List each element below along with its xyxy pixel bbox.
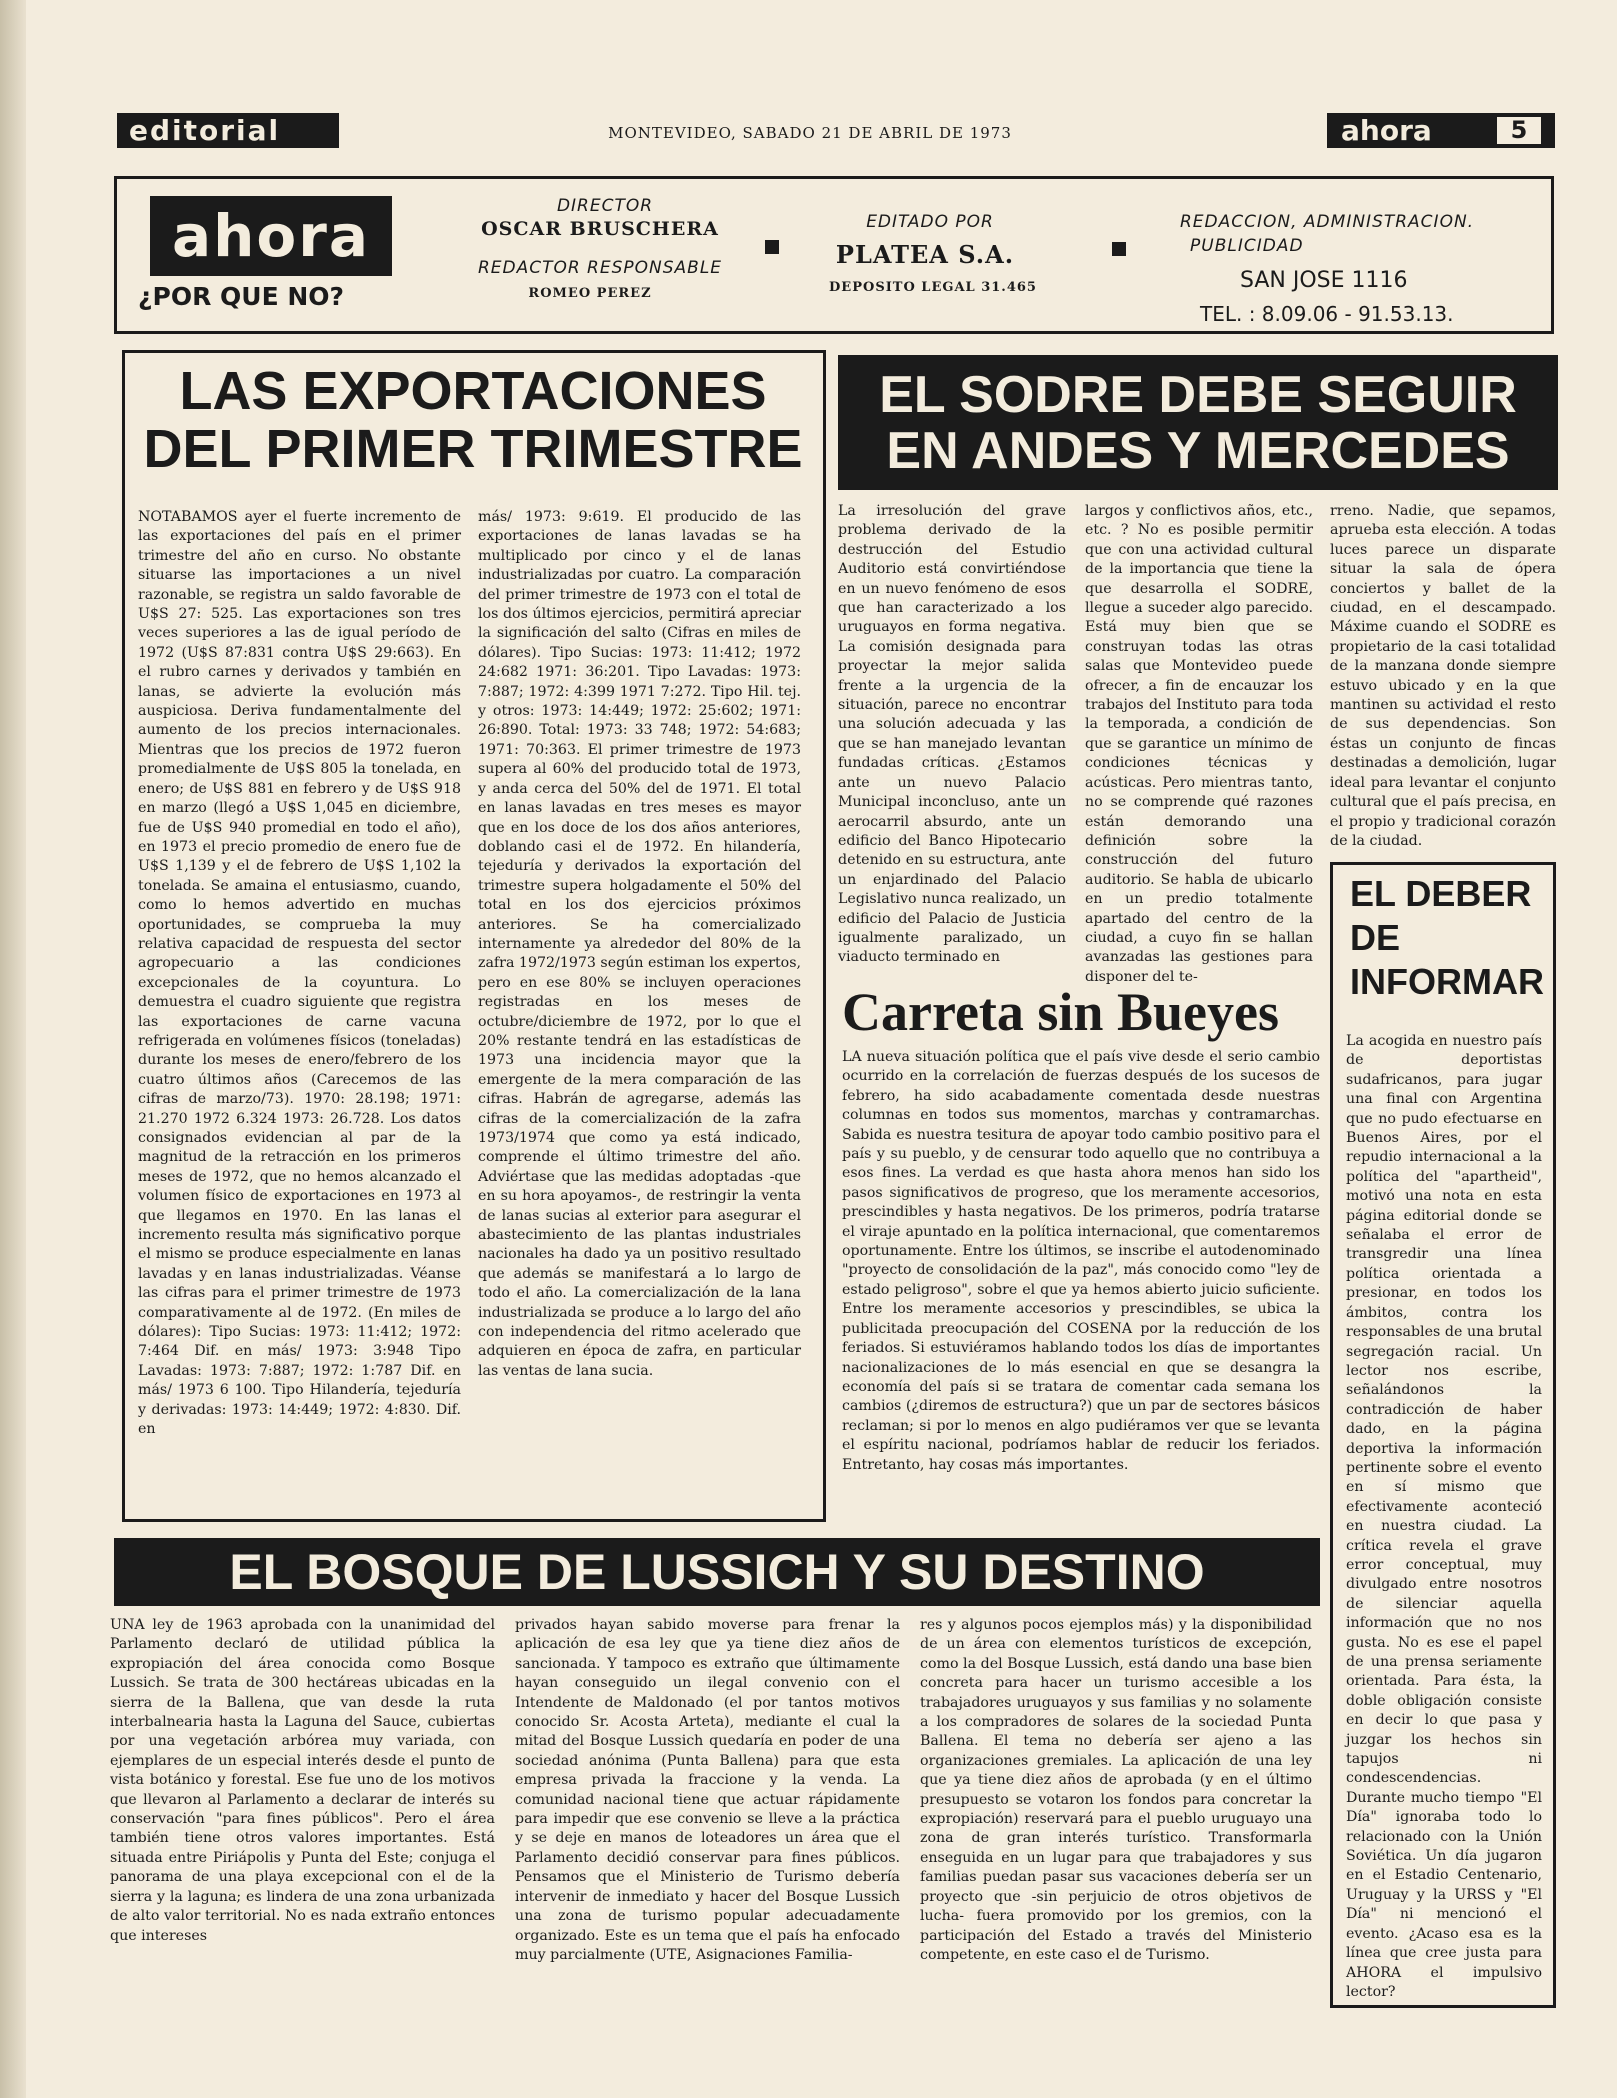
- lussich-col2-text: privados hayan sabido moverse para frenar la aplicación de esa ley que ya tiene diez años de sancionada. Y tampoco es extraño que últimamente hayan conseguido un ilegal convenio con el Intendente de Maldonado (el por tantos motivos conocido Sr. Acosta Arteta), mediante el cual la mitad del Bosque Lussich quedaría en poder de una sociedad anónima (Punta Ballena) para que esta empresa privada la fraccione y la venda. La comunidad nacional tiene que actuar rápidamente para impedir que ese convenio se lleve a la práctica y se deje en manos de loteadores un área que el Parlamento decidió conservar para fines públicos. Pensamos que el Ministerio de Turismo debería intervenir de inmediato y hacer del Bosque Lussich una zona de turismo popular adecuadamente organizado. Este es un tema que el país ha enfocado muy parcialmente (UTE, Asignaciones Familia-: [515, 1617, 900, 1963]
- carreta-body: [842, 1048, 1320, 1520]
- lussich-col1-text: UNA ley de 1963 aprobada con la unanimidad del Parlamento declaró de utilidad pública la expropiación del área conocida como Bosque Lussich. Se trata de 300 hectáreas ubicadas en la sierra de la Ballena, que van desde la ruta interbalnearia hasta la Laguna del Sauce, cubiertas por una vegetación arbórea muy variada, con ejemplares de un especial interés desde el punto de vista botánico y forestal. Ese fue uno de los motivos que llevaron al Parlamento a declarar de interés su conservación "para fines públicos". Pero el área también tiene otros valores importantes. Está situada entre Piriápolis y Punta del Este; conjuga el panorama de una playa excepcional con el de la sierra y la laguna; es lindera de una zona urbanizada de alto valor territorial. No es nada extraño entonces que intereses: [110, 1617, 495, 1944]
- deber-title-line-2: DE: [1350, 917, 1401, 958]
- page-number: 5: [1497, 117, 1541, 144]
- exports-headline: LAS EXPORTACIONES DEL PRIMER TRIMESTRE: [143, 361, 803, 480]
- exports-column-2: [478, 508, 801, 1513]
- director-label: DIRECTOR: [556, 196, 654, 216]
- separator-square: [765, 240, 779, 254]
- lussich-column-1: [110, 1616, 495, 2008]
- exports-column-1: [138, 508, 461, 1513]
- paper-name-tag: [1327, 113, 1555, 148]
- section-label: editorial: [117, 113, 339, 148]
- lussich-col3-text: res y algunos pocos ejemplos más) y la disponibilidad de un área con elementos turísticos de excepción, como la del Bosque Lussich, está dando una base bien concreta para hacer un turismo accesible a los trabajadores uruguayos y sus familias y no solamente a los compradores de solares de la sociedad Punta Ballena. El tema no debería ser ajeno a las organizaciones gremiales. La aplicación de una ley que ya tiene diez años de aprobada (y en el último presupuesto se votaron los fondos para concretar la expropiación) reservará para el pueblo uruguayo una zona de gran interés turístico. Transformarla enseguida en un lugar para que trabajadores y sus familias puedan pasar sus vacaciones debería ser un proyecto que -sin perjuicio de otros objetivos de lucha- fuera promovido por los gremios, con la participación del Estado a través del Ministerio competente, en este caso el de Turismo.: [920, 1617, 1312, 1963]
- separator-square: [1112, 242, 1126, 256]
- sodre-column-2: [1085, 502, 1313, 985]
- exports-col1-text: NOTABAMOS ayer el fuerte incremento de las exportaciones del país en el primer trimestre del año en curso. No obstante situarse las importaciones a un nivel razonable, se registra un saldo favorable de U$S 27: 525. Las exportaciones son tres veces superiores a las de igual período de 1972 (U$S 87:831 contra U$S 29:663). En el rubro carnes y derivados y también en lanas, se advierte la evolución más auspiciosa. Deriva fundamentalmente del aumento de los precios internacionales. Mientras que los precios de 1972 fueron promedialmente de U$S 805 la tonelada, en enero; de U$S 881 en febrero y de U$S 918 en marzo (llegó a U$S 1,045 en diciembre, fue de U$S 940 promedial en todo el año), en 1973 el precio promedio de enero fue de U$S 1,139 y el de febrero de U$S 1,102 la tonelada. Se amaina el entusiasmo, cuando, como lo hemos advertido en muchas oportunidades, se comprueba la muy relativa capacidad de respuesta del sector agropecuario a las condiciones excepcionales de la coyuntura. Lo demuestra el cuadro siguiente que registra las exportaciones de carne vacuna refrigerada en volúmenes físicos (toneladas) durante los meses de enero/febrero de los cuatro últimos años (Carecemos de las cifras de marzo/73). 1970: 28.198; 1971: 21.270 1972 6.324 1973: 26.728. Los datos consignados evidencian al par de la magnitud de la retracción en los primeros meses de 1972, que no hemos alcanzado el volumen físico de exportaciones en 1973 al que llegamos en 1970. En las lanas el incremento resulta más significativo porque el mismo se produce especialmente en lanas lavadas y en lanas industrializadas. Véanse las cifras para el primer trimestre de 1973 comparativamente al de 1972. (En miles de dólares): Tipo Sucias: 1973: 11:412; 1972: 7:464 Dif. en más/ 1973: 3:948 Tipo Lavadas: 1973: 7:887; 1972: 1:787 Dif. en más/ 1973 6 100. Tipo Hilandería, tejeduría y derivadas: 1973: 14:449; 1972: 4:830. Dif. en: [138, 509, 461, 1438]
- address: SAN JOSE 1116: [1240, 268, 1408, 293]
- redactor-name: ROMEO PEREZ: [528, 286, 652, 301]
- carreta-text: LA nueva situación política que el país vive desde el serio cambio ocurrido en la correlación de fuerzas después de los sucesos de febrero, ha sido acabadamente comentada desde nuestras columnas en todos sus momentos, marchas y contramarchas. Sabida es nuestra tesitura de apoyar todo cambio positivo para el país y su pueblo, y de censurar todo aquello que no contribuya a esos fines. La verdad es que hasta ahora menos han sido los pasos significativos de progreso, que los meramente accesorios, prescindibles y hasta negativos. De los primeros, podría tratarse el viraje apuntado en la política internacional, que comentaremos oportunamente. Entre los últimos, se inscribe el autodenominado "proyecto de consolidación de la paz", más conocido como "ley de estado peligroso", sobre el que ya hemos abierto juicio suficiente. Entre los meramente accesorios y prescindibles, se ubica la publicitada preocupación del COSENA por la reducción de los feriados. Si estuviéramos hablando todos los días de importantes nacionalizaciones de lo más esencial en que se desangra la economía del país si se tratara de comentar cada semana los cambios (¿diremos de estructura?) que un par de sectores básicos reclaman; si por lo menos en algo pudiéramos ver que se levanta el espíritu nacional, podríamos hablar de reducir los feriados. Entretanto, hay cosas más importantes.: [842, 1049, 1320, 1473]
- editor-name: PLATEA S.A.: [835, 240, 1015, 269]
- director-name: OSCAR BRUSCHERA: [481, 218, 719, 240]
- telephone: TEL. : 8.09.06 - 91.53.13.: [1200, 302, 1454, 326]
- lussich-column-2: [515, 1616, 900, 2008]
- deber-title-line-3: INFORMAR: [1350, 961, 1544, 1002]
- redactor-label: REDACTOR RESPONSABLE: [477, 258, 723, 278]
- sodre-col2-text: largos y conflictivos años, etc., etc. ? No es posible permitir que con una actividad cultural de la importancia que tiene la que desarrolla el SODRE, llegue a suceder algo parecido. Está muy bien que se construyan todas las otras salas que Montevideo puede ofrecer, a fin de encauzar los trabajos del Instituto para toda la temporada, a condición de que se garantice un mínimo de condiciones técnicas y acústicas. Pero mientras tanto, no se comprende qué razones están demorando una definición sobre la construcción del futuro auditorio. Se habla de ubicarlo en un predio totalmente apartado del centro de la ciudad, a cuyo fin se hallan avanzadas las gestiones para disponer del te-: [1085, 503, 1313, 985]
- paper-name: ahora: [1341, 114, 1432, 147]
- carreta-headline: Carreta sin Bueyes: [842, 982, 1279, 1042]
- exports-col2-text: más/ 1973: 9:619. El producido de las exportaciones de lanas lavadas se ha multiplicado por cinco y el de lanas industrializadas por cuatro. La comparación del primer trimestre de 1973 con el total de los dos últimos ejercicios, permitirá apreciar la significación del salto (Cifras en miles de dólares). Tipo Sucias: 1973: 11:412; 1972 24:682 1971: 36:201. Tipo Lavadas: 1973: 7:887; 1972: 4:399 1971 7:272. Tipo Hil. tej. y otros: 1973: 14:449; 1972: 25:602; 1971: 26:890. Total: 1973: 33 748; 1972: 54:683; 1971: 70:363. El primer trimestre de 1973 supera al 60% del producido total de 1973, y anda cerca del 50% del de 1971. El total en lanas lavadas en tres meses es mayor que en los doce de los dos años anteriores, doblando casi el de 1972. En hilandería, tejeduría y derivados la exportación del trimestre supera holgadamente el 50% del total en los dos ejercicios próximos anteriores. Se ha comercializado internamente ya alrededor del 80% de la zafra 1972/1973 según estiman los expertos, pero en ese 80% se incluyen operaciones registradas en los meses de octubre/diciembre de 1972, por lo que el 20% restante tendrá en las estadísticas de 1973 una incidencia mayor que la emergente de la mera comparación de las cifras. Habrán de agregarse, además las cifras de la comercialización de la zafra 1973/1974 que como ya está indicado, comprende el último trimestre del año. Adviértase que las medidas adoptadas -que en su hora apoyamos-, de restringir la venta de lanas sucias al exterior para asegurar el abastecimiento de las plantas industriales nacionales ha dado ya un positivo resultado que además se manifestará a lo largo de todo el año. La comercialización de la lana industrializada se produce a lo largo del año con independencia del ritmo acelerado que adquieren en época de zafra, en particular las ventas de lana sucia.: [478, 509, 802, 1379]
- deber-body: [1346, 1032, 1542, 1998]
- deposit-number: DEPOSITO LEGAL 31.465: [829, 280, 1037, 295]
- page-spine: [0, 0, 26, 2098]
- sodre-column-1: [838, 502, 1066, 972]
- lussich-column-3: [920, 1616, 1312, 2008]
- sodre-col3-text: rreno. Nadie, que sepamos, aprueba esta elección. A todas luces parece un disparate situar la sala de ópera conciertos y ballet de la ciudad, en el descampado. Máxime cuando el SODRE es propietario de la casi totalidad de la manzana donde siempre estuvo ubicado y en la que mantinen su actividad el resto de sus dependencias. Son éstas un conjunto de fincas destinadas a demolición, lugar ideal para levantar el conjunto cultural que el país precisa, en el propio y tradicional corazón de la ciudad.: [1330, 503, 1556, 849]
- sodre-col1-text: La irresolución del grave problema derivado de la destrucción del Estudio Auditorio está convirtiéndose en un nuevo fenómeno de esos que han caracterizado a los uruguayos en forma negativa. La comisión designada para proyectar la mejor salida frente a la urgencia de la situación, parece no encontrar una solución adecuada y las que se han manejado levantan fundadas críticas. ¿Estamos ante un nuevo Palacio Municipal inconcluso, ante un aerocarril absurdo, ante un edificio del Banco Hipotecario detenido en su estructura, ante un enjardinado del Palacio Legislativo nunca realizado, un edificio del Palacio de Justicia igualmente paralizado, un viaducto terminado en: [838, 503, 1066, 966]
- office-label: REDACCION, ADMINISTRACION.: [1180, 212, 1475, 232]
- editor-label: EDITADO POR: [866, 212, 994, 232]
- sodre-headline: EL SODRE DEBE SEGUIR EN ANDES Y MERCEDES: [838, 355, 1558, 490]
- deber-title-line-1: EL DEBER: [1350, 873, 1532, 914]
- sodre-column-3: [1330, 502, 1556, 847]
- advertising-label: PUBLICIDAD: [1190, 236, 1304, 256]
- deber-text: La acogida en nuestro país de deportistas sudafricanos, para jugar una final con Argentina que no pudo efectuarse en Buenos Aires, por el repudio internacional a la política del "apartheid", motivó una nota en esta página editorial donde se señalaba el error de transgredir una línea política orientada a presionar, en todos los ámbitos, contra los responsables de una brutal segregación racial. Un lector nos escribe, señalándonos la contradicción de haber dado, en la página deportiva la información pertinente sobre el evento en sí mismo que efectivamente aconteció en nuestra ciudad. La crítica revela el grave error conceptual, muy divulgado entre nosotros de silenciar aquella información que no nos gusta. No es ese el papel de una prensa seriamente orientada. Para ésta, la doble obligación consiste en decir lo que pasa y juzgar los hechos sin tapujos ni condescendencias. Durante mucho tiempo "El Día" ignoraba todo lo relacionado con la Unión Soviética. Un día jugaron en el Estadio Centenario, Uruguay y la URSS y "El Día" ni mencionó el evento. ¿Acaso esa es la línea que cree justa para AHORA el impulsivo lector?: [1346, 1033, 1542, 2000]
- lussich-headline: EL BOSQUE DE LUSSICH Y SU DESTINO: [114, 1538, 1320, 1606]
- masthead-slogan: ¿POR QUE NO?: [138, 282, 345, 311]
- deber-headline: [1350, 872, 1550, 1004]
- masthead-logo: ahora: [150, 196, 392, 276]
- dateline: MONTEVIDEO, SABADO 21 DE ABRIL DE 1973: [608, 124, 1012, 142]
